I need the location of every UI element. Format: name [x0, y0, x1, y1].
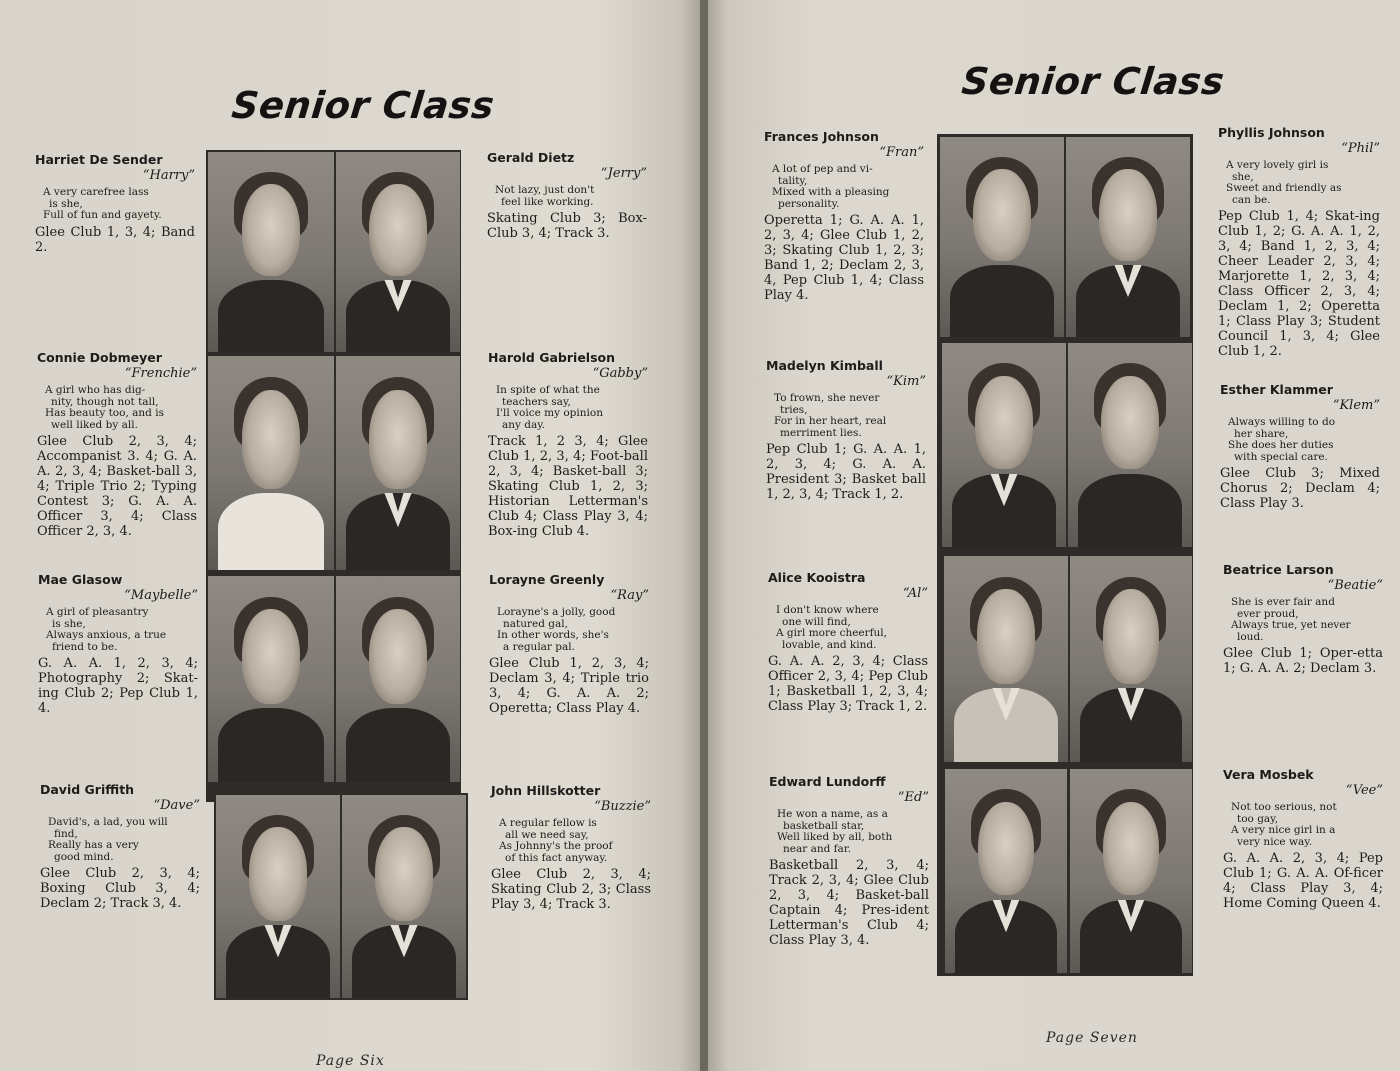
student-entry: [489, 572, 649, 716]
student-entry: [768, 570, 928, 714]
student-verse: David's, a lad, you will find, Really has a very good mind.: [48, 816, 168, 863]
student-activities: Glee Club 2, 3, 4; Skating Club 2, 3; Class Play 3, 4; Track 3.: [491, 867, 651, 912]
student-name: Phyllis Johnson: [1218, 125, 1325, 140]
student-activities: G. A. A. 2, 3, 4; Class Officer 2, 3, 4; Pep Club 1; Basketball 1, 2, 3, 4; Class Play 3; Track 1, 2.: [768, 654, 928, 714]
portrait-photo: [1066, 137, 1190, 337]
student-verse: Not too serious, not too gay, A very nice girl in a very nice way.: [1231, 801, 1337, 848]
student-name: John Hillskotter: [491, 783, 601, 798]
page-number: Page Six: [316, 1053, 385, 1069]
student-nickname: “Maybelle”: [124, 588, 198, 603]
student-verse: She is ever fair and ever proud, Always true, yet never loud.: [1231, 596, 1351, 643]
student-entry: [488, 350, 648, 539]
student-name: Esther Klammer: [1220, 382, 1333, 397]
student-name: Frances Johnson: [764, 129, 879, 144]
student-entry: [37, 350, 197, 539]
student-activities: Glee Club 1; Oper-etta 1; G. A. A. 2; Declam 3.: [1223, 646, 1383, 676]
student-entry: [766, 358, 926, 502]
portrait-photo: [336, 576, 460, 782]
portrait-photo: [208, 356, 334, 570]
student-nickname: “Ed”: [897, 790, 929, 805]
student-name: Alice Kooistra: [768, 570, 866, 585]
student-activities: Pep Club 1; G. A. A. 1, 2, 3, 4; G. A. A. President 3; Basket ball 1, 2, 3, 4; Track 1, 2.: [766, 442, 926, 502]
student-name: Harold Gabrielson: [488, 350, 616, 365]
page-number: Page Seven: [1046, 1030, 1138, 1046]
student-activities: Basketball 2, 3, 4; Track 2, 3, 4; Glee Club 2, 3, 4; Basket-ball Captain 4; Pres-ident Letterman's Club 4; Class Play 3, 4.: [769, 858, 929, 948]
student-entry: [1223, 767, 1383, 911]
portrait-photo: [942, 343, 1066, 547]
student-name: Vera Mosbek: [1223, 767, 1314, 782]
student-entry: [38, 572, 198, 716]
student-activities: G. A. A. 2, 3, 4; Pep Club 1; G. A. A. Of-ficer 4; Class Play 3, 4; Home Coming Queen 4.: [1223, 851, 1383, 911]
student-nickname: “Klem”: [1332, 398, 1380, 413]
student-nickname: “Kim”: [886, 374, 926, 389]
portrait-photo: [940, 137, 1064, 337]
student-entry: [1218, 125, 1380, 359]
student-nickname: “Fran”: [879, 145, 924, 160]
student-nickname: “Phil”: [1341, 141, 1380, 156]
portrait-photo: [216, 795, 340, 998]
student-nickname: “Al”: [902, 586, 928, 601]
book-gutter: [700, 0, 708, 1071]
student-entry: [769, 774, 929, 948]
student-name: David Griffith: [40, 782, 135, 797]
student-verse: He won a name, as a basketball star, Well liked by all, both near and far.: [777, 808, 893, 855]
portrait-photo: [944, 556, 1068, 762]
student-activities: Glee Club 2, 3, 4; Boxing Club 3, 4; Declam 2; Track 3, 4.: [40, 866, 200, 911]
student-verse: To frown, she never tries, For in her heart, real merriment lies.: [774, 392, 887, 439]
page-title: Senior Class: [229, 84, 497, 127]
portrait-photo: [945, 769, 1067, 973]
page-title: Senior Class: [959, 60, 1227, 103]
student-activities: Skating Club 3; Box-Club 3, 4; Track 3.: [487, 211, 647, 241]
student-nickname: “Harry”: [142, 168, 195, 183]
student-entry: [35, 152, 195, 255]
student-nickname: “Dave”: [153, 798, 200, 813]
student-nickname: “Buzzie”: [594, 799, 651, 814]
student-name: Lorayne Greenly: [489, 572, 605, 587]
student-verse: Lorayne's a jolly, good natured gal, In other words, she's a regular pal.: [497, 606, 616, 653]
portrait-photo: [1068, 343, 1192, 547]
student-name: Edward Lundorff: [769, 774, 886, 789]
right-page: [708, 0, 1400, 1071]
student-nickname: “Jerry”: [600, 166, 647, 181]
student-verse: I don't know where one will find, A girl more cheerful, lovable, and kind.: [776, 604, 887, 651]
student-name: Harriet De Sender: [35, 152, 163, 167]
student-verse: In spite of what the teachers say, I'll voice my opinion any day.: [496, 384, 603, 431]
student-activities: Glee Club 1, 2, 3, 4; Declam 3, 4; Triple trio 3, 4; G. A. A. 2; Operetta; Class Play 4.: [489, 656, 649, 716]
student-name: Connie Dobmeyer: [37, 350, 162, 365]
student-verse: Always willing to do her share, She does her duties with special care.: [1228, 416, 1336, 463]
student-nickname: “Beatie”: [1327, 578, 1383, 593]
portrait-photo: [336, 356, 460, 570]
student-activities: Glee Club 1, 3, 4; Band 2.: [35, 224, 195, 255]
student-entry: [764, 129, 924, 303]
portrait-photo: [208, 152, 334, 352]
student-verse: A girl who has dig- nity, though not tall, Has beauty too, and is well liked by all.: [45, 384, 164, 431]
portrait-photo: [208, 576, 334, 782]
student-verse: A girl of pleasantry is she, Always anxious, a true friend to be.: [46, 606, 167, 653]
portrait-photo: [336, 152, 460, 352]
student-nickname: “Gabby”: [592, 366, 648, 381]
student-entry: [40, 782, 200, 911]
portrait-photo: [1070, 769, 1192, 973]
student-name: Beatrice Larson: [1223, 562, 1334, 577]
portrait-photo: [342, 795, 466, 998]
student-activities: Pep Club 1, 4; Skat-ing Club 1, 2; G. A. A. 1, 2, 3, 4; Band 1, 2, 3, 4; Cheer Leader 2, 3, 4; Marjorette 1, 2, 3, 4; Class Officer 2, 3, 4; Declam 1, 2; Operetta 1; Class Play 3; Student Council 1, 3, 4; Glee Club 1, 2.: [1218, 209, 1380, 359]
student-nickname: “Ray”: [610, 588, 649, 603]
student-name: Madelyn Kimball: [766, 358, 883, 373]
student-entry: [491, 783, 651, 912]
student-nickname: “Frenchie”: [124, 366, 197, 381]
student-activities: Operetta 1; G. A. A. 1, 2, 3, 4; Glee Club 1, 2, 3; Skating Club 1, 2, 3; Band 1, 2; Declam 2, 3, 4, Pep Club 1, 4; Class Play 4.: [764, 213, 924, 303]
student-activities: Glee Club 3; Mixed Chorus 2; Declam 4; Class Play 3.: [1220, 466, 1380, 511]
student-name: Gerald Dietz: [487, 150, 575, 165]
student-verse: A lot of pep and vi- tality, Mixed with a pleasing personality.: [772, 163, 890, 210]
student-activities: Glee Club 2, 3, 4; Accompanist 3. 4; G. A. A. 2, 3, 4; Basket-ball 3, 4; Triple Trio 2; Typing Contest 3; G. A. A. Officer 3, 4; Class Officer 2, 3, 4.: [37, 434, 197, 539]
student-nickname: “Vee”: [1345, 783, 1383, 798]
student-entry: [1223, 562, 1383, 676]
student-name: Mae Glasow: [38, 572, 123, 587]
student-verse: A regular fellow is all we need say, As Johnny's the proof of this fact anyway.: [499, 817, 613, 864]
student-verse: Not lazy, just don't feel like working.: [495, 184, 595, 208]
student-activities: Track 1, 2 3, 4; Glee Club 1, 2, 3, 4; Foot-ball 2, 3, 4; Basket-ball 3; Skating Club 1, 2, 3; Historian Letterman's Club 4; Class Play 3, 4; Box-ing Club 4.: [488, 434, 648, 539]
student-activities: G. A. A. 1, 2, 3, 4; Photography 2; Skat-ing Club 2; Pep Club 1, 4.: [38, 656, 198, 716]
student-verse: A very carefree lass is she, Full of fun and gayety.: [43, 186, 162, 221]
student-verse: A very lovely girl is she, Sweet and friendly as can be.: [1226, 159, 1342, 206]
student-entry: [1220, 382, 1380, 511]
student-entry: [487, 150, 647, 241]
portrait-photo: [1070, 556, 1192, 762]
